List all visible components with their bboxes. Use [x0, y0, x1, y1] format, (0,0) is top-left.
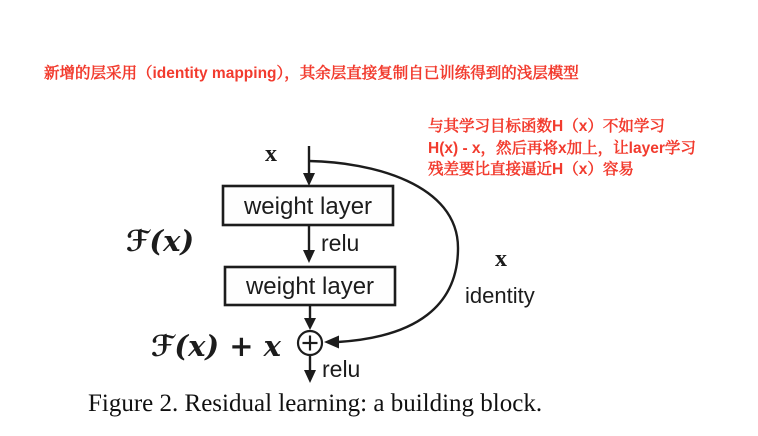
output-sum-label: ℱ(x) + x — [151, 329, 281, 363]
top-annotation-text: 新增的层采用（identity mapping），其余层直接复制自已训练得到的浅层模型 — [44, 65, 579, 82]
output-arrowhead — [304, 370, 316, 383]
side-annotation-line-1: 与其学习目标函数H（x）不如学习 — [428, 118, 665, 135]
side-annotation-line-3: 残差要比直接逼近H（x）容易 — [428, 161, 634, 178]
skip-connection-arrowhead — [324, 336, 339, 349]
input-arrowhead — [303, 173, 315, 186]
skip-x-label: x — [495, 246, 507, 272]
relu-mid-label: relu — [321, 230, 360, 256]
side-annotation-line-2: H(x) - x，然后再将x加上，让layer学习 — [428, 139, 696, 157]
mid-arrowhead — [303, 250, 315, 263]
input-x-label: x — [265, 141, 277, 167]
figure-caption: Figure 2. Residual learning: a building block. — [88, 390, 543, 417]
relu-out-label: relu — [322, 356, 361, 382]
weight-layer-1-label: weight layer — [243, 193, 373, 220]
identity-label: identity — [465, 283, 535, 308]
weight-layer-2-label: weight layer — [245, 273, 375, 300]
residual-function-label: ℱ(x) — [126, 224, 195, 258]
pre-add-arrowhead — [304, 318, 316, 330]
